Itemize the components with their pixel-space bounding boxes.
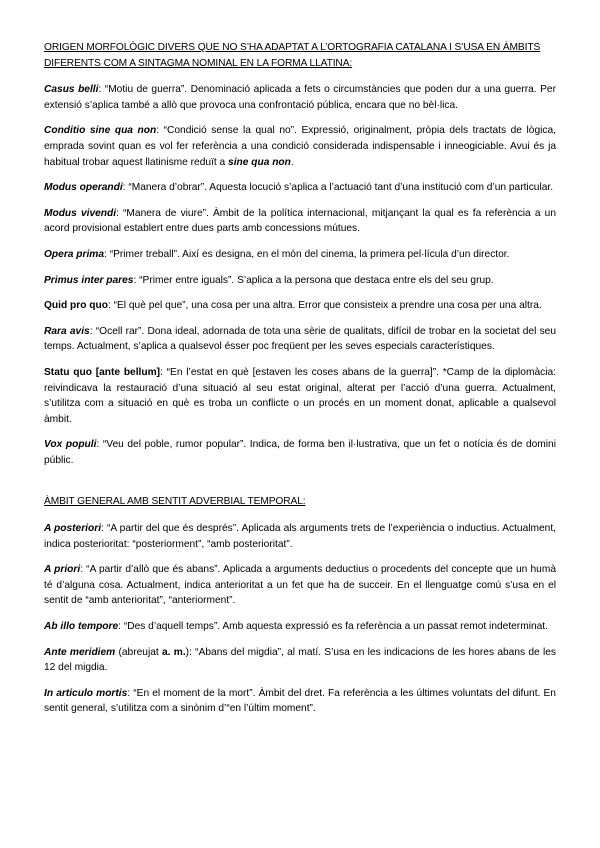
- glossary-term: A priori: [44, 564, 81, 576]
- glossary-entry-casus-belli: [44, 82, 556, 113]
- glossary-entry-ab-illo-tempore: [44, 619, 556, 635]
- glossary-definition: : “A partir d’allò que és abans”. Aplicada a arguments deductius o procedents del concepte que un humà té d’alguna cosa. Actualment, indica anterioritat a un fet que ha de succeir. En el llenguatge comú s’usa en el sentit de “amb anterioritat”, “anteriorment”.: [44, 564, 556, 607]
- glossary-entry-vox-populi: [44, 437, 556, 468]
- glossary-term: Modus operandi: [44, 182, 123, 194]
- glossary-definition: : “Primer entre iguals”. S’aplica a la persona que destaca entre els del seu grup.: [133, 274, 494, 286]
- glossary-inline-term: a. m.: [162, 646, 186, 658]
- glossary-term: Opera prima: [44, 248, 105, 260]
- glossary-definition: : “Primer treball”. Així es designa, en el món del cinema, la primera pel·lícula d’un director.: [104, 248, 510, 260]
- glossary-definition: : “Ocell rar”. Dona ideal, adornada de tota una sèrie de qualitats, difícil de trobar en la societat del seu temps. Actualment, s’aplica a qualsevol ésser poc freqüent per les seves especials característiques.: [44, 325, 557, 353]
- glossary-definition-end: ): “Abans del migdia”, al matí. S’usa en les indicacions de les hores abans de les 12 del migdia.: [44, 646, 557, 674]
- glossary-entry-in-articulo-mortis: [44, 686, 556, 717]
- glossary-definition: : “Manera de viure”. Àmbit de la política internacional, mitjançant la qual es fa referència a un acord provisional establert entre dues parts amb concessions mútues.: [44, 207, 556, 235]
- glossary-definition: : “Condició sense la qual no”. Expressió, originalment, pròpia dels tractats de lògica, emprada sovint quan es vol fer referència a una condició considerada indispensable i inneogiciable. Avui és ja habitual trobar aquest llatinisme reduït a: [44, 125, 556, 168]
- glossary-term: Quid pro quo: [44, 300, 108, 312]
- glossary-inline-term: sine qua non: [228, 156, 291, 168]
- glossary-term: Ab illo tempore: [44, 621, 119, 633]
- glossary-term: Primus inter pares: [44, 274, 134, 286]
- glossary-definition: : “En l’estat en què [estaven les coses abans de la guerra]”. *Camp de la diplomàcia: reivindicava la restauració d’una situació al seu estat original, alterat per l’acció d’una guerra. Actualment, s’utilitza com a situació en què es troba un conflicte o un procés en un moment donat, aplicable a qualsevol àmbit.: [44, 366, 556, 425]
- glossary-term: Modus vivendi: [44, 207, 117, 219]
- glossary-term: Rara avis: [44, 325, 90, 337]
- glossary-entry-modus-operandi: [44, 180, 556, 196]
- glossary-entry-statu-quo-ante-bellum: [44, 365, 556, 427]
- glossary-definition: : “Veu del poble, rumor popular”. Indica, de forma ben il·lustrativa, que un fet o notícia és de domini públic.: [44, 439, 556, 466]
- glossary-entry-modus-vivendi: [44, 206, 556, 237]
- glossary-list-adverbial: [44, 521, 556, 717]
- glossary-entry-ante-meridiem: [44, 645, 556, 676]
- glossary-term: Casus belli: [44, 84, 99, 96]
- glossary-term: Ante meridiem: [44, 646, 116, 658]
- glossary-term: Statu quo [ante bellum]: [44, 366, 161, 378]
- glossary-entry-opera-prima: [44, 247, 556, 263]
- glossary-definition: : “El què pel que”, una cosa per una altra. Error que consisteix a prendre una cosa per una altra.: [107, 300, 542, 312]
- section-heading-adverbial: ÀMBIT GENERAL AMB SENTIT ADVERBIAL TEMPORAL:: [44, 496, 306, 508]
- glossary-term: In articulo mortis: [44, 687, 128, 699]
- glossary-definition: (abreujat: [115, 646, 162, 658]
- glossary-entry-a-posteriori: [44, 521, 556, 552]
- glossary-definition: : “Motiu de guerra”. Denominació aplicada a fets o circumstàncies que poden dur a una guerra. Per extensió s’aplica també a allò que provoca una confrontació pública, encara que no bèl·lica.: [44, 84, 556, 111]
- glossary-entry-rara-avis: [44, 324, 556, 355]
- section-heading-origin: ORIGEN MORFOLÒGIC DIVERS QUE NO S’HA ADAPTAT A L’ORTOGRAFIA CATALANA I S’USA EN ÀMBITS DIFERENTS COM A SINTAGMA NOMINAL EN LA FORMA LLATINA:: [44, 42, 541, 69]
- glossary-term: Conditio sine qua non: [44, 125, 157, 137]
- glossary-definition: : “En el moment de la mort”. Àmbit del dret. Fa referència a les últimes voluntats del difunt. En sentit general, s’utilitza com a sinònim d’“en l’últim moment”.: [44, 687, 556, 715]
- glossary-term: Vox populi: [44, 439, 97, 451]
- glossary-term: A posteriori: [44, 523, 102, 535]
- glossary-entry-quid-pro-quo: [44, 298, 556, 314]
- glossary-entry-a-priori: [44, 562, 556, 609]
- glossary-definition-end: .: [290, 156, 294, 168]
- glossary-list-origin: [44, 82, 556, 468]
- glossary-entry-conditio-sine-qua-non: [44, 123, 556, 170]
- glossary-definition: : “Manera d’obrar”. Aquesta locució s’aplica a l’actuació tant d’una institució com d’un particular.: [122, 182, 554, 194]
- glossary-definition: : “Des d’aquell temps”. Amb aquesta expressió es fa referència a un passat remot indeterminat.: [118, 621, 548, 633]
- glossary-definition: : “A partir del que és després”. Aplicada als arguments trets de l’experiència o inductius. Actualment, indica posterioritat: “posteriorment”, “amb posterioritat”.: [44, 523, 556, 550]
- glossary-entry-primus-inter-pares: [44, 273, 556, 289]
